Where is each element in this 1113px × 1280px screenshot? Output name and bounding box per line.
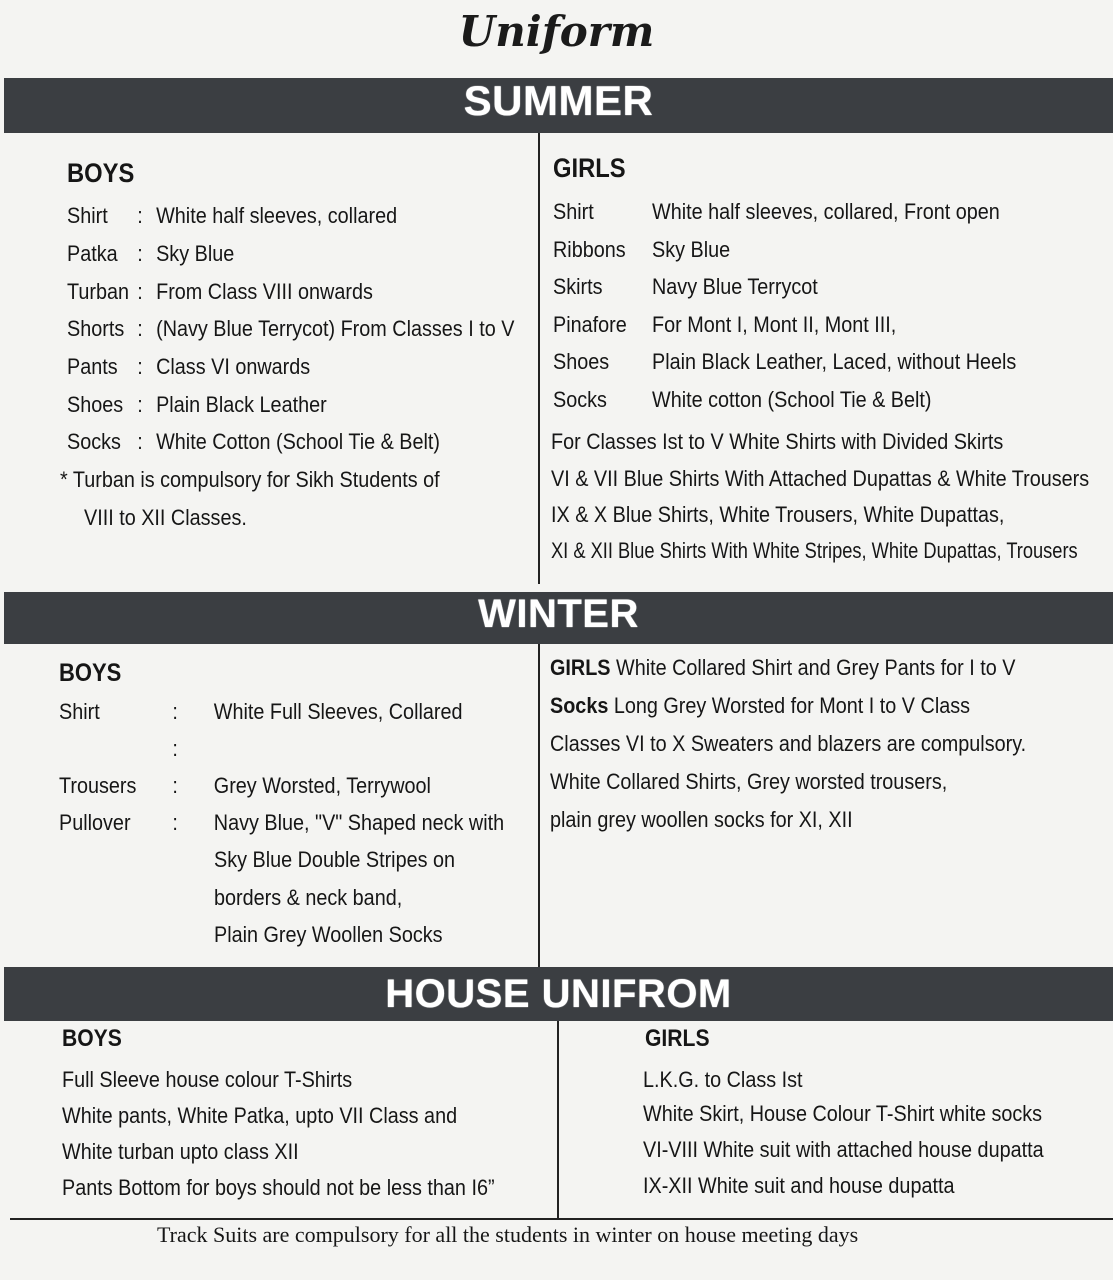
summer-girls-line: XI & XII Blue Shirts With White Stripes, White Dupattas, Trousers (551, 538, 1078, 563)
winter-boys-cont: Sky Blue Double Stripes on (214, 847, 456, 872)
summer-girls-line: IX & X Blue Shirts, White Trousers, White Dupattas, (551, 502, 1005, 527)
house-band-label: HOUSE UNIFROM (385, 972, 732, 1016)
summer-boys-heading: BOYS (67, 158, 135, 188)
summer-divider (538, 133, 540, 584)
winter-boys-cont: Plain Grey Woollen Socks (214, 922, 443, 947)
list-item: White Skirt, House Colour T-Shirt white socks (643, 1101, 1043, 1126)
list-item: White turban upto class XII (62, 1139, 299, 1164)
list-item: White pants, White Patka, upto VII Class and (62, 1103, 458, 1128)
winter-girls-line: GIRLS White Collared Shirt and Grey Pants for I to V (550, 655, 1016, 680)
list-item: Pants Bottom for boys should not be less than I6” (62, 1175, 495, 1200)
winter-boys-heading: BOYS (59, 659, 122, 687)
winter-girls-line: Socks Long Grey Worsted for Mont I to V Class (550, 693, 971, 718)
house-boys-heading: BOYS (62, 1025, 122, 1052)
summer-boys-note: VIII to XII Classes. (84, 505, 247, 530)
summer-girls-heading: GIRLS (553, 153, 626, 183)
winter-band-label: WINTER (478, 592, 639, 636)
house-band (4, 967, 1113, 1021)
summer-girls-line: For Classes Ist to V White Shirts with Divided Skirts (551, 429, 1004, 454)
summer-boys-note: * Turban is compulsory for Sikh Students of (60, 467, 440, 492)
winter-divider (538, 644, 540, 967)
summer-girls-line: VI & VII Blue Shirts With Attached Dupattas & White Trousers (551, 466, 1090, 491)
summer-band (4, 78, 1113, 133)
winter-boys-cont: borders & neck band, (214, 885, 403, 910)
winter-girls-line: plain grey woollen socks for XI, XII (550, 807, 853, 832)
footer-rule (10, 1218, 1113, 1220)
footer-note: Track Suits are compulsory for all the students in winter on house meeting days (157, 1222, 859, 1247)
winter-girls-line: Classes VI to X Sweaters and blazers are compulsory. (550, 731, 1027, 756)
list-item: VI-VIII White suit with attached house dupatta (643, 1137, 1044, 1162)
summer-band-label: SUMMER (463, 77, 654, 124)
list-item: Full Sleeve house colour T-Shirts (62, 1067, 353, 1092)
list-item: L.K.G. to Class Ist (643, 1067, 803, 1092)
page-title: Uniform (458, 7, 655, 56)
winter-girls-line: White Collared Shirts, Grey worsted trousers, (550, 769, 948, 794)
house-divider (557, 1021, 559, 1218)
list-item: IX-XII White suit and house dupatta (643, 1173, 955, 1198)
winter-band (4, 592, 1113, 644)
house-girls-heading: GIRLS (645, 1025, 710, 1052)
